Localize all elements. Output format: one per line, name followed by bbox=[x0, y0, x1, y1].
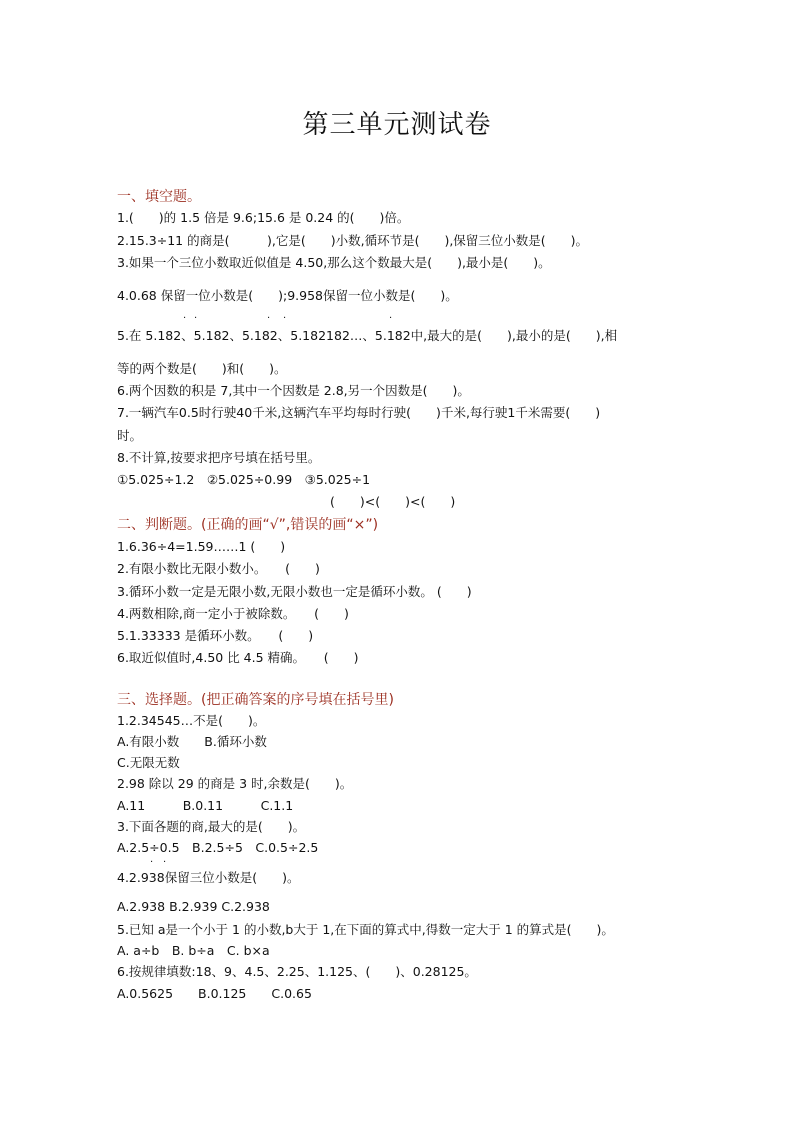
option-line: A. a÷b B. b÷a C. b×a bbox=[117, 943, 270, 958]
question-line: 2.15.3÷11 的商是( ),它是( )小数,循环节是( ),保留三位小数是( )。 bbox=[117, 233, 589, 248]
question-line: 4.两数相除,商一定小于被除数。 ( ) bbox=[117, 606, 349, 621]
option-line: A.有限小数 B.循环小数 bbox=[117, 734, 267, 749]
question-line: 1.6.36÷4=1.59……1 ( ) bbox=[117, 539, 286, 554]
question-line: 5.1.33333 是循环小数。 ( ) bbox=[117, 628, 314, 643]
question-line: 5.在 5.182、5.182、5.182、5.182182…、5.182中,最大的是( ),最小的是( ),相 bbox=[117, 328, 618, 343]
question-line: 5.已知 a是一个小于 1 的小数,b大于 1,在下面的算式中,得数一定大于 1 的算式是( )。 bbox=[117, 922, 614, 937]
question-line: 时。 bbox=[117, 428, 143, 443]
repeating-dot: · bbox=[283, 313, 287, 324]
question-line: 4.2.938保留三位小数是( )。 bbox=[117, 870, 300, 885]
repeating-dot: · bbox=[183, 313, 187, 324]
question-line: 3.下面各题的商,最大的是( )。 bbox=[117, 819, 306, 834]
option-line: C.无限无数 bbox=[117, 755, 180, 770]
question-line: 2.98 除以 29 的商是 3 时,余数是( )。 bbox=[117, 776, 353, 791]
question-line: 7.一辆汽车0.5时行驶40千米,这辆汽车平均每时行驶( )千米,每行驶1千米需要( ) bbox=[117, 405, 601, 420]
repeating-dot: · bbox=[163, 857, 167, 868]
question-line: 3.如果一个三位小数取近似值是 4.50,那么这个数最大是( ),最小是( )。 bbox=[117, 255, 551, 270]
repeating-dot: · bbox=[150, 857, 154, 868]
option-line: A.0.5625 B.0.125 C.0.65 bbox=[117, 986, 312, 1001]
section-2-heading: 二、判断题。(正确的画“√”,错误的画“×”) bbox=[117, 517, 379, 533]
section-3-heading: 三、选择题。(把正确答案的序号填在括号里) bbox=[117, 692, 394, 708]
repeating-dot: · bbox=[194, 313, 198, 324]
question-line: 6.两个因数的积是 7,其中一个因数是 2.8,另一个因数是( )。 bbox=[117, 383, 470, 398]
question-line: 6.取近似值时,4.50 比 4.5 精确。 ( ) bbox=[117, 650, 359, 665]
page-title: 第三单元测试卷 bbox=[302, 110, 492, 140]
question-line: 3.循环小数一定是无限小数,无限小数也一定是循环小数。 ( ) bbox=[117, 584, 472, 599]
question-line: 8.不计算,按要求把序号填在括号里。 bbox=[117, 450, 321, 465]
question-line: 4.0.68 保留一位小数是( );9.958保留一位小数是( )。 bbox=[117, 288, 458, 303]
question-line: 2.有限小数比无限小数小。 ( ) bbox=[117, 561, 320, 576]
question-line: 6.按规律填数:18、9、4.5、2.25、1.125、( )、0.28125。 bbox=[117, 964, 477, 979]
option-line: A.2.938 B.2.939 C.2.938 bbox=[117, 899, 270, 914]
question-line: 等的两个数是( )和( )。 bbox=[117, 361, 287, 376]
repeating-dot: · bbox=[389, 313, 393, 324]
question-line: 1.2.34545…不是( )。 bbox=[117, 713, 266, 728]
repeating-dot: · bbox=[267, 313, 271, 324]
option-line: A.11 B.0.11 C.1.1 bbox=[117, 798, 294, 813]
question-line: ①5.025÷1.2 ②5.025÷0.99 ③5.025÷1 bbox=[117, 472, 371, 487]
section-1-heading: 一、填空题。 bbox=[117, 189, 201, 205]
answer-ordering: ( )<( )<( ) bbox=[330, 494, 456, 509]
option-line: A.2.5÷0.5 B.2.5÷5 C.0.5÷2.5 bbox=[117, 840, 319, 855]
question-line: 1.( )的 1.5 倍是 9.6;15.6 是 0.24 的( )倍。 bbox=[117, 210, 410, 225]
